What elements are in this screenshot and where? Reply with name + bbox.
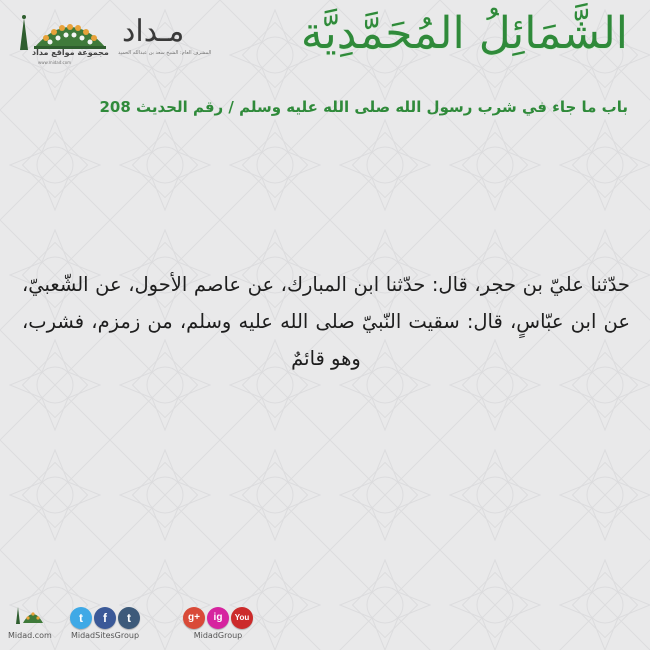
page-title: الشَّمَائِلُ المُحَمَّدِيَّة: [300, 8, 628, 59]
footer-group[interactable]: [183, 607, 253, 640]
midad-small-logo-icon: [13, 603, 47, 625]
footer-sites-group[interactable]: [70, 607, 140, 640]
footer-site-label: Midad.com: [8, 631, 52, 640]
youtube-icon[interactable]: You: [231, 607, 253, 629]
group-logo-url: www.midad.com: [38, 60, 72, 65]
chapter-heading: باب ما جاء في شرب رسول الله صلى الله عليه وسلم / رقم الحديث 208: [99, 98, 628, 116]
footer-group-label: MidadGroup: [193, 631, 243, 640]
footer-sites-group-label: MidadSitesGroup: [70, 631, 140, 640]
group-logo-text: مجموعة مواقع مداد: [32, 48, 109, 57]
instagram-icon[interactable]: ig: [207, 607, 229, 629]
tumblr-icon[interactable]: t: [118, 607, 140, 629]
twitter-icon[interactable]: t: [70, 607, 92, 629]
googleplus-icon[interactable]: g+: [183, 607, 205, 629]
hadith-text: حدّثنا عليّ بن حجر، قال: حدّثنا ابن المبارك، عن عاصم الأحول، عن الشّعبيّ، عن ابن عبّاسٍ، قال: سقيت النّبيّ صلى الله عليه وسلم، من زمزم، فشرب، وهو قائمٌ: [22, 273, 630, 370]
midad-logo-subtitle: المشرف العام: الشيخ سعد بن عبدالله الحميد: [118, 50, 212, 56]
midad-logo[interactable]: [118, 14, 212, 60]
dome-icon: [14, 12, 112, 52]
midad-group-logo[interactable]: [14, 12, 112, 64]
midad-logo-text: مـداد: [122, 14, 185, 49]
footer: [0, 590, 650, 650]
footer-site[interactable]: [8, 603, 52, 640]
facebook-icon[interactable]: f: [94, 607, 116, 629]
